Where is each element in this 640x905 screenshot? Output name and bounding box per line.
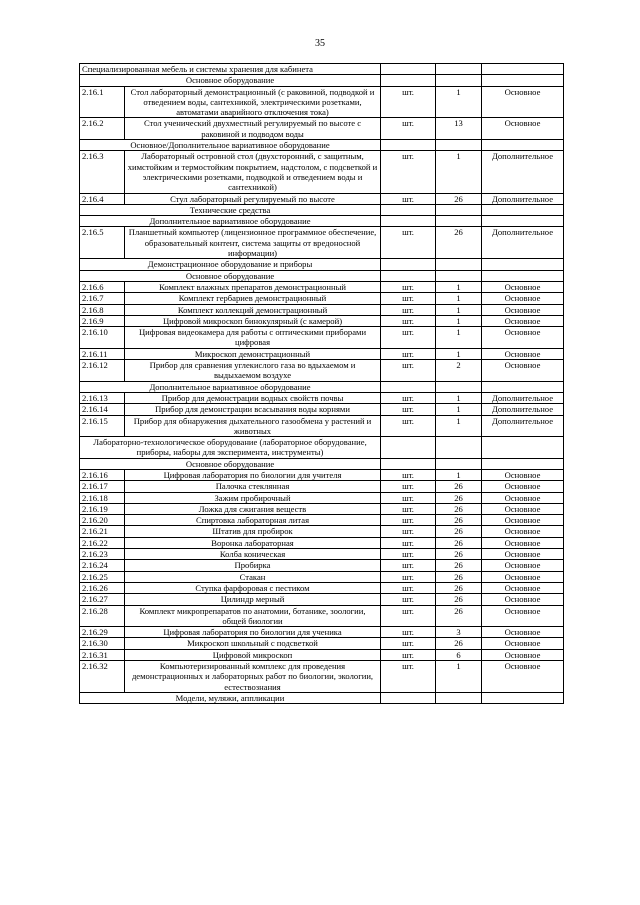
empty-cell	[482, 75, 564, 86]
section-row	[80, 381, 564, 392]
section-title: Основное оборудование	[80, 75, 381, 86]
item-unit: шт.	[381, 404, 436, 415]
item-category: Основное	[482, 661, 564, 693]
item-unit: шт.	[381, 293, 436, 304]
table-row	[80, 392, 564, 403]
item-name: Прибор для обнаружения дыхательного газообмена у растений и животных	[125, 415, 381, 437]
item-number: 2.16.16	[80, 469, 125, 480]
item-category: Основное	[482, 360, 564, 382]
item-name: Ступка фарфоровая с пестиком	[125, 582, 381, 593]
empty-cell	[381, 204, 436, 215]
table-row	[80, 293, 564, 304]
item-unit: шт.	[381, 537, 436, 548]
item-quantity: 26	[436, 526, 482, 537]
item-number: 2.16.11	[80, 348, 125, 359]
item-quantity: 6	[436, 649, 482, 660]
empty-cell	[436, 259, 482, 270]
item-name: Лабораторный островной стол (двухсторонний, с защитным, химстойким и термостойким покрытием, надстолом, с подсветкой и электрическими розетками, подводкой и отведением воды и сантехникой)	[125, 151, 381, 193]
empty-cell	[482, 216, 564, 227]
section-title: Основное/Дополнительное вариативное оборудование	[80, 140, 381, 151]
item-category: Основное	[482, 469, 564, 480]
item-number: 2.16.26	[80, 582, 125, 593]
table-row	[80, 281, 564, 292]
table-row	[80, 151, 564, 193]
item-unit: шт.	[381, 415, 436, 437]
item-unit: шт.	[381, 193, 436, 204]
item-name: Цифровая лаборатория по биологии для учителя	[125, 469, 381, 480]
item-name: Микроскоп школьный с подсветкой	[125, 638, 381, 649]
section-row	[80, 259, 564, 270]
item-category: Дополнительное	[482, 415, 564, 437]
item-number: 2.16.31	[80, 649, 125, 660]
section-title: Дополнительное вариативное оборудование	[80, 216, 381, 227]
item-number: 2.16.24	[80, 560, 125, 571]
empty-cell	[436, 75, 482, 86]
item-number: 2.16.12	[80, 360, 125, 382]
empty-cell	[482, 692, 564, 703]
item-name: Воронка лабораторная	[125, 537, 381, 548]
item-quantity: 26	[436, 503, 482, 514]
table-row	[80, 503, 564, 514]
item-quantity: 26	[436, 582, 482, 593]
empty-cell	[381, 692, 436, 703]
item-quantity: 26	[436, 549, 482, 560]
item-quantity: 13	[436, 118, 482, 140]
item-category: Основное	[482, 315, 564, 326]
item-quantity: 2	[436, 360, 482, 382]
item-unit: шт.	[381, 492, 436, 503]
item-category: Основное	[482, 281, 564, 292]
item-unit: шт.	[381, 392, 436, 403]
item-quantity: 26	[436, 560, 482, 571]
item-name: Цифровой микроскоп	[125, 649, 381, 660]
item-number: 2.16.9	[80, 315, 125, 326]
section-row	[80, 458, 564, 469]
item-name: Прибор для сравнения углекислого газа во вдыхаемом и выдыхаемом воздухе	[125, 360, 381, 382]
section-title: Технические средства	[80, 204, 381, 215]
empty-cell	[381, 270, 436, 281]
item-quantity: 1	[436, 327, 482, 349]
empty-cell	[381, 216, 436, 227]
equipment-table	[79, 63, 564, 704]
item-unit: шт.	[381, 560, 436, 571]
item-number: 2.16.19	[80, 503, 125, 514]
table-row	[80, 582, 564, 593]
table-row	[80, 537, 564, 548]
item-name: Стакан	[125, 571, 381, 582]
item-quantity: 1	[436, 348, 482, 359]
empty-cell	[482, 259, 564, 270]
item-unit: шт.	[381, 526, 436, 537]
item-number: 2.16.3	[80, 151, 125, 193]
empty-cell	[381, 381, 436, 392]
empty-cell	[381, 75, 436, 86]
empty-cell	[436, 437, 482, 459]
table-row	[80, 661, 564, 693]
item-quantity: 1	[436, 281, 482, 292]
item-name: Планшетный компьютер (лицензионное программное обеспечение, образовательный контент, система защиты от вредоносной информации)	[125, 227, 381, 259]
item-category: Основное	[482, 549, 564, 560]
item-category: Основное	[482, 649, 564, 660]
item-name: Пробирка	[125, 560, 381, 571]
item-number: 2.16.32	[80, 661, 125, 693]
empty-cell	[436, 458, 482, 469]
item-category: Дополнительное	[482, 193, 564, 204]
item-unit: шт.	[381, 304, 436, 315]
table-row	[80, 492, 564, 503]
item-name: Колба коническая	[125, 549, 381, 560]
item-name: Прибор для демонстрации водных свойств почвы	[125, 392, 381, 403]
table-row	[80, 304, 564, 315]
item-category: Основное	[482, 86, 564, 118]
item-quantity: 1	[436, 392, 482, 403]
empty-cell	[436, 64, 482, 75]
item-category: Основное	[482, 348, 564, 359]
table-row	[80, 86, 564, 118]
item-unit: шт.	[381, 503, 436, 514]
item-unit: шт.	[381, 327, 436, 349]
item-unit: шт.	[381, 549, 436, 560]
table-row	[80, 469, 564, 480]
item-quantity: 26	[436, 638, 482, 649]
section-title: Основное оборудование	[80, 270, 381, 281]
item-name: Стул лабораторный регулируемый по высоте	[125, 193, 381, 204]
item-name: Микроскоп демонстрационный	[125, 348, 381, 359]
item-quantity: 26	[436, 492, 482, 503]
empty-cell	[482, 458, 564, 469]
item-category: Основное	[482, 571, 564, 582]
table-row	[80, 571, 564, 582]
table-row	[80, 327, 564, 349]
empty-cell	[436, 204, 482, 215]
item-number: 2.16.2	[80, 118, 125, 140]
table-row	[80, 560, 564, 571]
item-quantity: 1	[436, 151, 482, 193]
table-row	[80, 627, 564, 638]
item-quantity: 1	[436, 661, 482, 693]
empty-cell	[482, 437, 564, 459]
empty-cell	[381, 458, 436, 469]
item-number: 2.16.1	[80, 86, 125, 118]
item-quantity: 26	[436, 537, 482, 548]
item-name: Штатив для пробирок	[125, 526, 381, 537]
empty-cell	[381, 259, 436, 270]
table-row	[80, 605, 564, 627]
item-category: Основное	[482, 560, 564, 571]
section-title: Модели, муляжи, аппликации	[80, 692, 381, 703]
item-quantity: 3	[436, 627, 482, 638]
item-quantity: 26	[436, 227, 482, 259]
item-unit: шт.	[381, 627, 436, 638]
section-row	[80, 204, 564, 215]
item-unit: шт.	[381, 86, 436, 118]
item-unit: шт.	[381, 571, 436, 582]
item-unit: шт.	[381, 469, 436, 480]
item-number: 2.16.5	[80, 227, 125, 259]
item-category: Дополнительное	[482, 404, 564, 415]
item-quantity: 1	[436, 293, 482, 304]
item-unit: шт.	[381, 661, 436, 693]
item-unit: шт.	[381, 515, 436, 526]
item-name: Стол ученический двухместный регулируемый по высоте с раковиной и подводом воды	[125, 118, 381, 140]
item-number: 2.16.10	[80, 327, 125, 349]
table-row	[80, 360, 564, 382]
item-category: Основное	[482, 481, 564, 492]
item-unit: шт.	[381, 348, 436, 359]
section-title: Основное оборудование	[80, 458, 381, 469]
item-category: Основное	[482, 293, 564, 304]
table-row	[80, 515, 564, 526]
table-row	[80, 315, 564, 326]
item-category: Основное	[482, 118, 564, 140]
table-row	[80, 526, 564, 537]
empty-cell	[482, 381, 564, 392]
item-unit: шт.	[381, 638, 436, 649]
section-row	[80, 64, 564, 75]
item-category: Основное	[482, 515, 564, 526]
item-category: Дополнительное	[482, 227, 564, 259]
item-unit: шт.	[381, 315, 436, 326]
item-quantity: 1	[436, 304, 482, 315]
item-number: 2.16.30	[80, 638, 125, 649]
item-number: 2.16.22	[80, 537, 125, 548]
page-number: 35	[315, 38, 325, 49]
item-category: Дополнительное	[482, 392, 564, 403]
item-name: Комплект коллекций демонстрационный	[125, 304, 381, 315]
empty-cell	[482, 64, 564, 75]
equipment-table-body	[80, 64, 564, 704]
item-number: 2.16.23	[80, 549, 125, 560]
item-quantity: 1	[436, 469, 482, 480]
item-name: Палочка стеклянная	[125, 481, 381, 492]
table-row	[80, 638, 564, 649]
section-title: Лабораторно-технологическое оборудование (лабораторное оборудование, приборы, наборы для эксперимента, инструменты)	[80, 437, 381, 459]
empty-cell	[436, 692, 482, 703]
item-category: Основное	[482, 503, 564, 514]
table-row	[80, 193, 564, 204]
item-name: Прибор для демонстрации всасывания воды корнями	[125, 404, 381, 415]
item-quantity: 26	[436, 605, 482, 627]
item-name: Стол лабораторный демонстрационный (с раковиной, подводкой и отведением воды, сантехникой, электрическими розетками, автоматами аварийного отключения тока)	[125, 86, 381, 118]
item-unit: шт.	[381, 649, 436, 660]
item-number: 2.16.6	[80, 281, 125, 292]
section-row	[80, 270, 564, 281]
table-row	[80, 118, 564, 140]
item-number: 2.16.15	[80, 415, 125, 437]
item-unit: шт.	[381, 481, 436, 492]
table-row	[80, 481, 564, 492]
item-quantity: 26	[436, 515, 482, 526]
item-unit: шт.	[381, 605, 436, 627]
item-category: Основное	[482, 537, 564, 548]
table-row	[80, 227, 564, 259]
item-number: 2.16.7	[80, 293, 125, 304]
item-number: 2.16.8	[80, 304, 125, 315]
empty-cell	[381, 64, 436, 75]
item-category: Дополнительное	[482, 151, 564, 193]
empty-cell	[436, 216, 482, 227]
item-unit: шт.	[381, 360, 436, 382]
item-category: Основное	[482, 526, 564, 537]
section-title: Специализированная мебель и системы хранения для кабинета	[80, 64, 381, 75]
item-quantity: 1	[436, 86, 482, 118]
empty-cell	[482, 270, 564, 281]
item-unit: шт.	[381, 281, 436, 292]
item-number: 2.16.14	[80, 404, 125, 415]
table-row	[80, 594, 564, 605]
item-name: Комплект микропрепаратов по анатомии, ботанике, зоологии, общей биологии	[125, 605, 381, 627]
item-name: Спиртовка лабораторная литая	[125, 515, 381, 526]
item-category: Основное	[482, 627, 564, 638]
item-quantity: 1	[436, 404, 482, 415]
item-category: Основное	[482, 304, 564, 315]
item-category: Основное	[482, 327, 564, 349]
section-row	[80, 216, 564, 227]
empty-cell	[436, 381, 482, 392]
item-unit: шт.	[381, 594, 436, 605]
section-row	[80, 140, 564, 151]
item-name: Цифровая лаборатория по биологии для ученика	[125, 627, 381, 638]
item-number: 2.16.25	[80, 571, 125, 582]
section-title: Демонстрационное оборудование и приборы	[80, 259, 381, 270]
item-name: Цифровой микроскоп бинокулярный (с камерой)	[125, 315, 381, 326]
section-row	[80, 692, 564, 703]
item-quantity: 1	[436, 315, 482, 326]
table-row	[80, 649, 564, 660]
item-name: Ложка для сжигания веществ	[125, 503, 381, 514]
item-number: 2.16.4	[80, 193, 125, 204]
item-category: Основное	[482, 638, 564, 649]
item-quantity: 1	[436, 415, 482, 437]
section-row	[80, 75, 564, 86]
item-quantity: 26	[436, 481, 482, 492]
empty-cell	[436, 270, 482, 281]
table-row	[80, 415, 564, 437]
empty-cell	[381, 437, 436, 459]
item-quantity: 26	[436, 193, 482, 204]
item-name: Компьютеризированный комплекс для проведения демонстрационных и лабораторных работ по биологии, экологии, естествознания	[125, 661, 381, 693]
table-row	[80, 549, 564, 560]
item-number: 2.16.13	[80, 392, 125, 403]
item-name: Комплект влажных препаратов демонстрационный	[125, 281, 381, 292]
item-category: Основное	[482, 594, 564, 605]
item-name: Комплект гербариев демонстрационный	[125, 293, 381, 304]
item-name: Зажим пробирочный	[125, 492, 381, 503]
item-name: Цифровая видеокамера для работы с оптическими приборами цифровая	[125, 327, 381, 349]
item-number: 2.16.17	[80, 481, 125, 492]
item-unit: шт.	[381, 151, 436, 193]
table-row	[80, 348, 564, 359]
item-number: 2.16.18	[80, 492, 125, 503]
item-unit: шт.	[381, 118, 436, 140]
item-unit: шт.	[381, 227, 436, 259]
empty-cell	[482, 140, 564, 151]
item-quantity: 26	[436, 571, 482, 582]
item-number: 2.16.20	[80, 515, 125, 526]
empty-cell	[381, 140, 436, 151]
section-row	[80, 437, 564, 459]
item-category: Основное	[482, 582, 564, 593]
empty-cell	[436, 140, 482, 151]
empty-cell	[482, 204, 564, 215]
item-number: 2.16.21	[80, 526, 125, 537]
item-category: Основное	[482, 492, 564, 503]
item-quantity: 26	[436, 594, 482, 605]
item-name: Цилиндр мерный	[125, 594, 381, 605]
item-number: 2.16.29	[80, 627, 125, 638]
item-category: Основное	[482, 605, 564, 627]
item-unit: шт.	[381, 582, 436, 593]
item-number: 2.16.27	[80, 594, 125, 605]
item-number: 2.16.28	[80, 605, 125, 627]
section-title: Дополнительное вариативное оборудование	[80, 381, 381, 392]
table-row	[80, 404, 564, 415]
